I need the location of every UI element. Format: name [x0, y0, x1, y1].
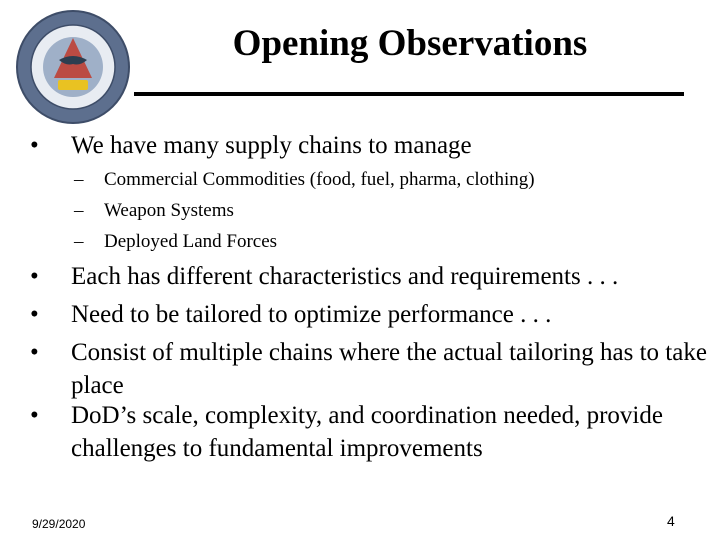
- sub-bullet-text: Deployed Land Forces: [104, 231, 278, 252]
- title-underline: [134, 92, 684, 96]
- sub-bullet-marker: –: [74, 231, 84, 252]
- sub-bullet-marker: –: [74, 200, 84, 221]
- sub-bullet-text: Weapon Systems: [104, 200, 234, 221]
- bullet-text: DoD’s scale, complexity, and coordination needed, provide challenges to fundamental improvements: [71, 402, 663, 462]
- bullet-marker: •: [30, 402, 39, 429]
- bullet-text: We have many supply chains to manage: [71, 132, 472, 159]
- seal-logo: [14, 8, 132, 126]
- bullet-marker: •: [30, 263, 39, 290]
- slide-title: Opening Observations: [232, 23, 588, 64]
- bullet-text: Each has different characteristics and requirements . . .: [71, 263, 619, 290]
- sub-bullet-text: Commercial Commodities (food, fuel, pharma, clothing): [104, 169, 535, 190]
- bullet-text: Need to be tailored to optimize performance . . .: [71, 301, 552, 328]
- bullet-text: Consist of multiple chains where the actual tailoring has to take place: [71, 339, 707, 399]
- sub-bullet-marker: –: [74, 169, 84, 190]
- bullet-marker: •: [30, 339, 39, 366]
- footer-date: 9/29/2020: [32, 517, 86, 531]
- bullet-marker: •: [30, 132, 39, 159]
- bullet-marker: •: [30, 301, 39, 328]
- page-number: 4: [667, 513, 675, 529]
